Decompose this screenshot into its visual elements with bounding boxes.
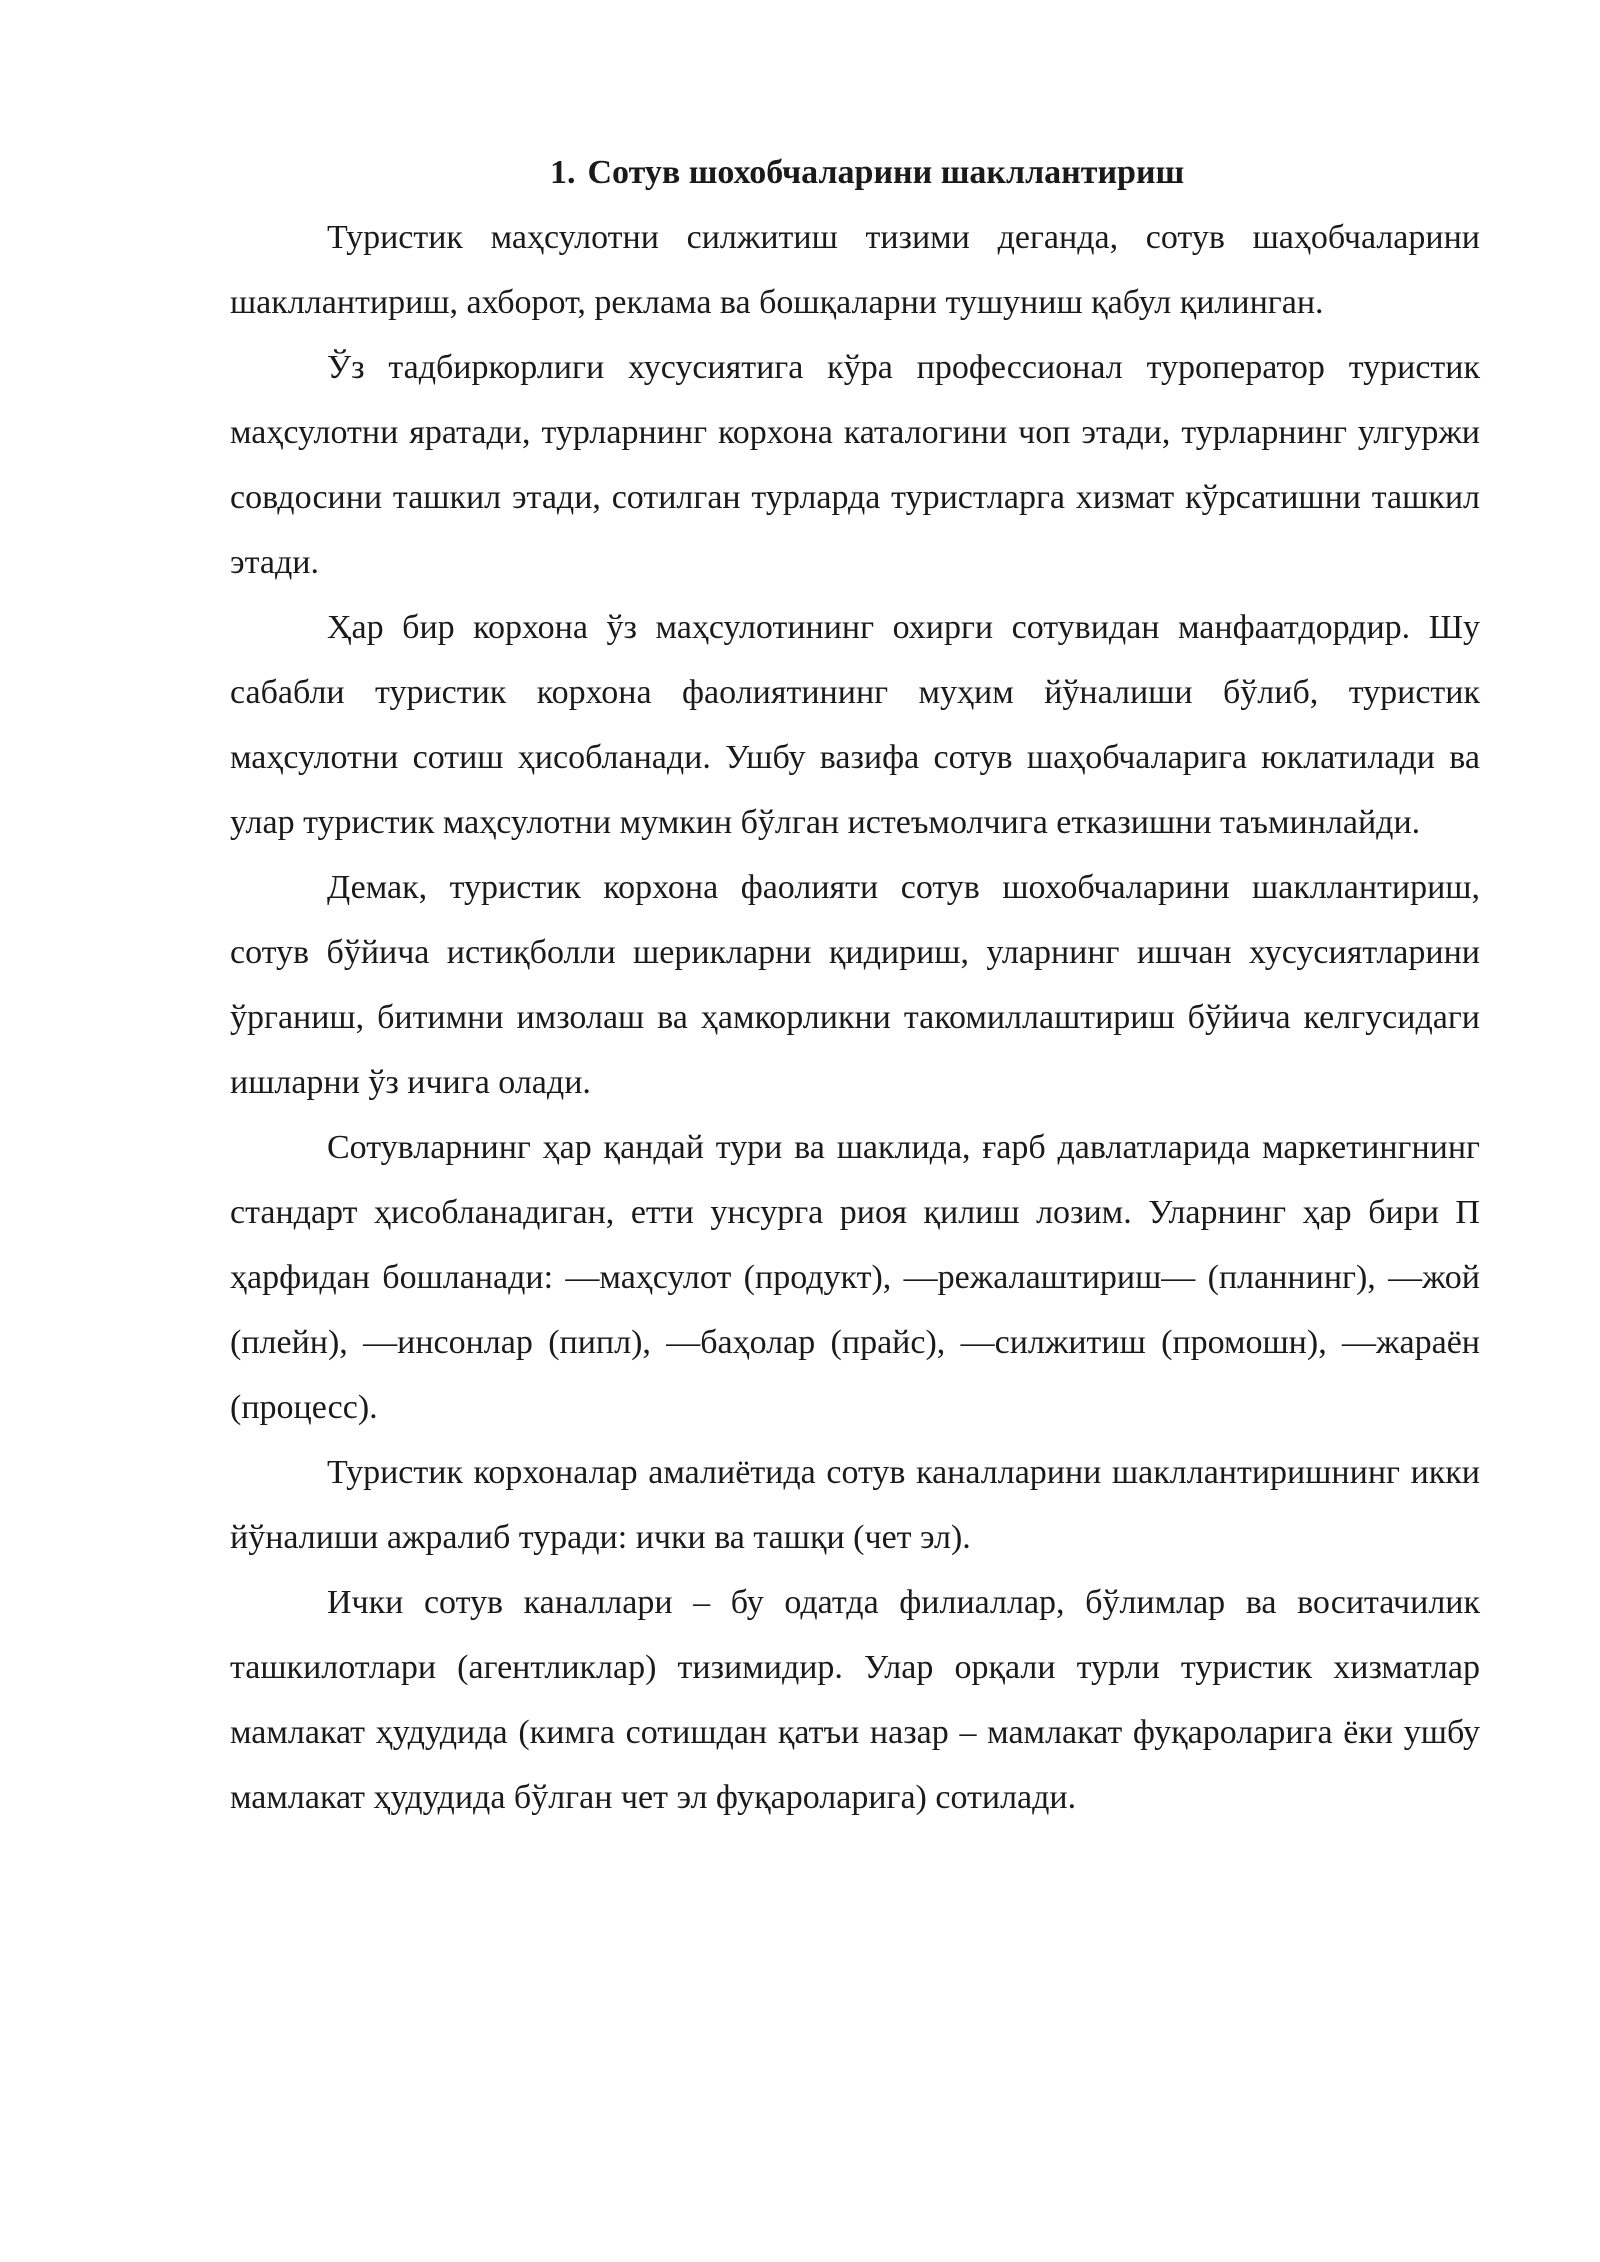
paragraph-6: Туристик корхоналар амалиётида сотув каналларини шакллантиришнинг икки йўналиши ажралиб туради: ички ва ташқи (чет эл).: [230, 1454, 1480, 1556]
paragraph-2: Ўз тадбиркорлиги хусусиятига кўра профессионал туроператор туристик маҳсулотни яратади, турларнинг корхона каталогини чоп этади, турларнинг улгуржи совдосини ташкил этади, сотилган турларда туристларга хизмат кўрсатишни ташкил этади.: [230, 349, 1480, 581]
document-body: [230, 140, 1480, 1830]
section-number: 1.: [550, 154, 576, 191]
section-title: Сотув шохобчаларини шакллантириш: [587, 154, 1185, 191]
section-heading: [230, 140, 1480, 205]
paragraph-7: Ички сотув каналлари – бу одатда филиаллар, бўлимлар ва воситачилик ташкилотлари (агентликлар) тизимидир. Улар орқали турли туристик хизматлар мамлакат ҳудудида (кимга сотишдан қатъи назар – мамлакат фуқароларига ёки ушбу мамлакат ҳудудида бўлган чет эл фуқароларига) сотилади.: [230, 1584, 1480, 1816]
paragraph-3: Ҳар бир корхона ўз маҳсулотининг охирги сотувидан манфаатдордир. Шу сабабли туристик корхона фаолиятининг муҳим йўналиши бўлиб, туристик маҳсулотни сотиш ҳисобланади. Ушбу вазифа сотув шаҳобчаларига юклатилади ва улар туристик маҳсулотни мумкин бўлган истеъмолчига етказишни таъминлайди.: [230, 609, 1480, 841]
paragraph-4: Демак, туристик корхона фаолияти сотув шохобчаларини шакллантириш, сотув бўйича истиқболли шерикларни қидириш, уларнинг ишчан хусусиятларини ўрганиш, битимни имзолаш ва ҳамкорликни такомиллаштириш бўйича келгусидаги ишларни ўз ичига олади.: [230, 869, 1480, 1101]
paragraph-5: Сотувларнинг ҳар қандай тури ва шаклида, ғарб давлатларида маркетингнинг стандарт ҳисобланадиган, етти унсурга риоя қилиш лозим. Уларнинг ҳар бири П ҳарфидан бошланади: ―маҳсулот (продукт), ―режалаштириш― (планнинг), ―жой (плейн), ―инсонлар (пипл), ―баҳолар (прайс), ―силжитиш (промошн), ―жараён (процесс).: [230, 1129, 1480, 1426]
paragraph-1: Туристик маҳсулотни силжитиш тизими деганда, сотув шаҳобчаларини шакллантириш, ахборот, реклама ва бошқаларни тушуниш қабул қилинган.: [230, 219, 1480, 321]
